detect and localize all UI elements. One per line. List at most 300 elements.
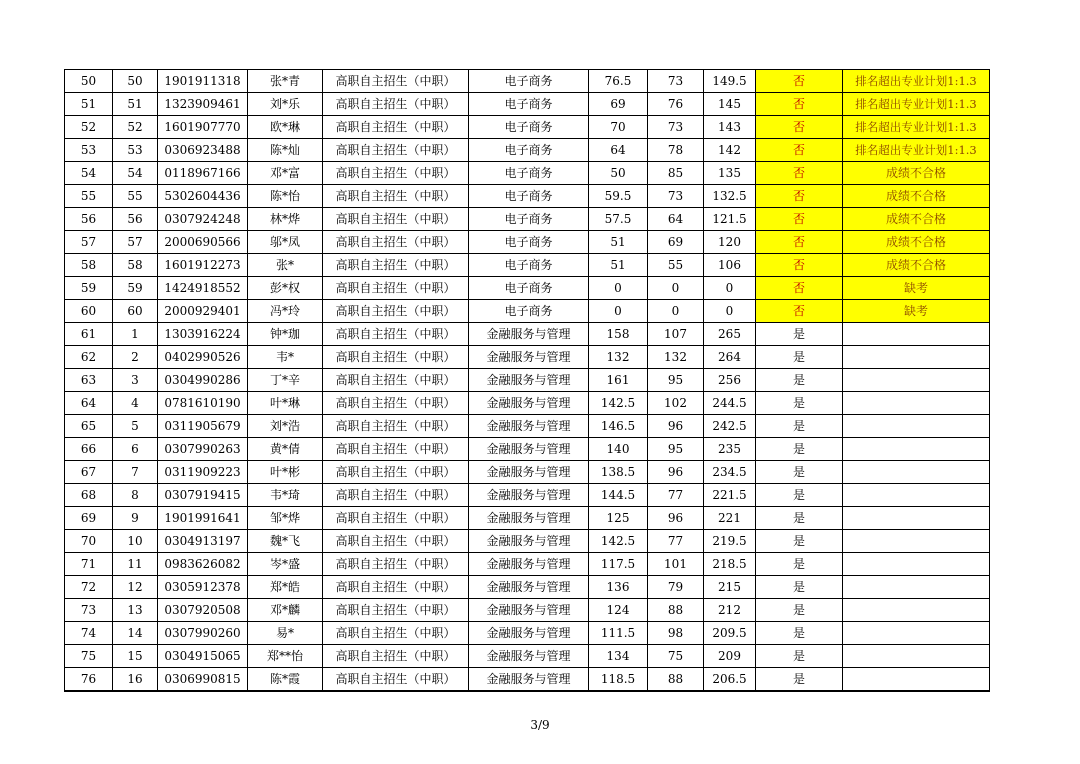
cell-major: 金融服务与管理 [469,668,589,692]
cell-remark: 排名超出专业计划1:1.3 [843,70,990,93]
cell-score-2: 0 [648,277,704,300]
cell-score-1: 64 [589,139,648,162]
cell-admit: 否 [756,70,843,93]
cell-remark [843,622,990,645]
cell-total: 219.5 [704,530,756,553]
cell-admit: 否 [756,116,843,139]
cell-rank: 50 [113,70,158,93]
cell-name: 张* [248,254,323,277]
table-row [65,346,990,369]
cell-score-1: 161 [589,369,648,392]
cell-rank: 52 [113,116,158,139]
cell-score-1: 117.5 [589,553,648,576]
cell-category: 高职自主招生（中职） [323,369,469,392]
cell-score-1: 138.5 [589,461,648,484]
cell-score-2: 102 [648,392,704,415]
cell-remark [843,553,990,576]
cell-name: 欧*琳 [248,116,323,139]
table-row [65,507,990,530]
cell-name: 郑**怡 [248,645,323,668]
cell-remark [843,323,990,346]
cell-major: 电子商务 [469,139,589,162]
cell-total: 106 [704,254,756,277]
cell-remark [843,484,990,507]
cell-score-2: 85 [648,162,704,185]
cell-admit: 是 [756,622,843,645]
table-row [65,323,990,346]
cell-major: 金融服务与管理 [469,530,589,553]
cell-exam-id: 1303916224 [158,323,248,346]
cell-name: 韦*琦 [248,484,323,507]
cell-admit: 是 [756,507,843,530]
cell-remark [843,461,990,484]
cell-score-1: 57.5 [589,208,648,231]
cell-seq: 74 [65,622,113,645]
cell-name: 叶*彬 [248,461,323,484]
cell-remark: 成绩不合格 [843,208,990,231]
cell-seq: 65 [65,415,113,438]
cell-total: 209.5 [704,622,756,645]
table-row [65,70,990,93]
cell-name: 韦* [248,346,323,369]
cell-exam-id: 0402990526 [158,346,248,369]
cell-name: 叶*琳 [248,392,323,415]
cell-category: 高职自主招生（中职） [323,645,469,668]
cell-rank: 15 [113,645,158,668]
cell-total: 209 [704,645,756,668]
cell-major: 电子商务 [469,116,589,139]
cell-score-1: 51 [589,231,648,254]
cell-score-1: 50 [589,162,648,185]
cell-score-2: 107 [648,323,704,346]
table-row [65,415,990,438]
table-row [65,277,990,300]
cell-category: 高职自主招生（中职） [323,162,469,185]
cell-major: 电子商务 [469,185,589,208]
cell-total: 265 [704,323,756,346]
cell-category: 高职自主招生（中职） [323,668,469,692]
cell-name: 刘*浩 [248,415,323,438]
cell-remark [843,530,990,553]
cell-name: 钟*珈 [248,323,323,346]
cell-admit: 否 [756,277,843,300]
cell-score-1: 140 [589,438,648,461]
cell-rank: 6 [113,438,158,461]
cell-rank: 3 [113,369,158,392]
cell-score-2: 75 [648,645,704,668]
cell-admit: 否 [756,93,843,116]
cell-category: 高职自主招生（中职） [323,530,469,553]
cell-rank: 2 [113,346,158,369]
cell-score-2: 0 [648,300,704,323]
cell-exam-id: 1901991641 [158,507,248,530]
cell-rank: 56 [113,208,158,231]
cell-exam-id: 0307990260 [158,622,248,645]
table-row [65,553,990,576]
cell-major: 电子商务 [469,254,589,277]
cell-score-2: 73 [648,70,704,93]
cell-remark: 排名超出专业计划1:1.3 [843,93,990,116]
cell-major: 金融服务与管理 [469,553,589,576]
cell-total: 149.5 [704,70,756,93]
cell-exam-id: 0983626082 [158,553,248,576]
cell-seq: 59 [65,277,113,300]
cell-score-2: 132 [648,346,704,369]
cell-exam-id: 0311909223 [158,461,248,484]
cell-seq: 73 [65,599,113,622]
cell-admit: 是 [756,553,843,576]
cell-seq: 76 [65,668,113,692]
table-body [65,70,990,692]
cell-rank: 57 [113,231,158,254]
table-row [65,438,990,461]
cell-exam-id: 2000929401 [158,300,248,323]
cell-score-2: 88 [648,599,704,622]
results-table [64,69,990,692]
cell-category: 高职自主招生（中职） [323,622,469,645]
table-row [65,162,990,185]
cell-category: 高职自主招生（中职） [323,599,469,622]
table-row [65,231,990,254]
cell-rank: 60 [113,300,158,323]
cell-score-2: 79 [648,576,704,599]
cell-total: 215 [704,576,756,599]
table-row [65,392,990,415]
cell-admit: 否 [756,300,843,323]
cell-category: 高职自主招生（中职） [323,254,469,277]
cell-rank: 9 [113,507,158,530]
cell-total: 221.5 [704,484,756,507]
cell-score-2: 95 [648,369,704,392]
cell-admit: 是 [756,530,843,553]
cell-seq: 67 [65,461,113,484]
cell-rank: 8 [113,484,158,507]
cell-exam-id: 0306990815 [158,668,248,692]
cell-remark: 缺考 [843,277,990,300]
cell-name: 邓*麟 [248,599,323,622]
cell-score-1: 51 [589,254,648,277]
cell-admit: 是 [756,323,843,346]
cell-seq: 60 [65,300,113,323]
cell-seq: 53 [65,139,113,162]
cell-category: 高职自主招生（中职） [323,438,469,461]
cell-score-2: 55 [648,254,704,277]
cell-category: 高职自主招生（中职） [323,139,469,162]
cell-score-1: 144.5 [589,484,648,507]
cell-remark [843,369,990,392]
cell-major: 电子商务 [469,277,589,300]
cell-admit: 否 [756,162,843,185]
cell-remark: 排名超出专业计划1:1.3 [843,139,990,162]
cell-rank: 54 [113,162,158,185]
table-row [65,300,990,323]
cell-name: 陈*霞 [248,668,323,692]
table-row [65,369,990,392]
cell-score-1: 146.5 [589,415,648,438]
cell-seq: 56 [65,208,113,231]
cell-admit: 是 [756,645,843,668]
cell-exam-id: 0304915065 [158,645,248,668]
cell-exam-id: 1601907770 [158,116,248,139]
cell-category: 高职自主招生（中职） [323,277,469,300]
cell-category: 高职自主招生（中职） [323,300,469,323]
cell-remark [843,599,990,622]
cell-major: 金融服务与管理 [469,645,589,668]
cell-admit: 是 [756,392,843,415]
cell-rank: 51 [113,93,158,116]
cell-exam-id: 0118967166 [158,162,248,185]
cell-remark [843,507,990,530]
cell-total: 206.5 [704,668,756,692]
cell-major: 金融服务与管理 [469,576,589,599]
cell-name: 魏*飞 [248,530,323,553]
cell-seq: 55 [65,185,113,208]
cell-score-1: 158 [589,323,648,346]
cell-category: 高职自主招生（中职） [323,415,469,438]
cell-score-2: 96 [648,415,704,438]
cell-seq: 51 [65,93,113,116]
cell-name: 冯*玲 [248,300,323,323]
cell-category: 高职自主招生（中职） [323,323,469,346]
cell-category: 高职自主招生（中职） [323,231,469,254]
cell-name: 岑*盛 [248,553,323,576]
page-number: 3/9 [530,718,550,732]
cell-total: 218.5 [704,553,756,576]
cell-exam-id: 0307990263 [158,438,248,461]
cell-remark: 成绩不合格 [843,185,990,208]
cell-remark: 成绩不合格 [843,254,990,277]
cell-seq: 62 [65,346,113,369]
cell-category: 高职自主招生（中职） [323,461,469,484]
cell-seq: 57 [65,231,113,254]
cell-score-1: 142.5 [589,392,648,415]
cell-exam-id: 0307919415 [158,484,248,507]
cell-total: 244.5 [704,392,756,415]
cell-total: 142 [704,139,756,162]
cell-score-1: 118.5 [589,668,648,692]
table-row [65,645,990,668]
cell-category: 高职自主招生（中职） [323,185,469,208]
cell-total: 221 [704,507,756,530]
cell-name: 刘*乐 [248,93,323,116]
cell-category: 高职自主招生（中职） [323,346,469,369]
cell-total: 121.5 [704,208,756,231]
cell-rank: 13 [113,599,158,622]
cell-remark [843,438,990,461]
cell-major: 金融服务与管理 [469,346,589,369]
cell-rank: 11 [113,553,158,576]
cell-score-1: 124 [589,599,648,622]
cell-exam-id: 1601912273 [158,254,248,277]
cell-score-2: 73 [648,116,704,139]
cell-remark [843,415,990,438]
cell-seq: 70 [65,530,113,553]
cell-name: 陈*怡 [248,185,323,208]
cell-category: 高职自主招生（中职） [323,208,469,231]
table-row [65,622,990,645]
cell-name: 郑*皓 [248,576,323,599]
cell-exam-id: 5302604436 [158,185,248,208]
cell-remark: 排名超出专业计划1:1.3 [843,116,990,139]
cell-exam-id: 1424918552 [158,277,248,300]
cell-score-1: 70 [589,116,648,139]
cell-major: 金融服务与管理 [469,622,589,645]
table-row [65,254,990,277]
table-row [65,599,990,622]
cell-rank: 53 [113,139,158,162]
cell-exam-id: 0305912378 [158,576,248,599]
cell-total: 0 [704,300,756,323]
cell-seq: 66 [65,438,113,461]
cell-major: 电子商务 [469,300,589,323]
cell-remark: 成绩不合格 [843,231,990,254]
cell-score-1: 136 [589,576,648,599]
cell-rank: 1 [113,323,158,346]
cell-rank: 16 [113,668,158,692]
cell-category: 高职自主招生（中职） [323,553,469,576]
cell-seq: 52 [65,116,113,139]
cell-rank: 59 [113,277,158,300]
cell-major: 电子商务 [469,162,589,185]
cell-score-1: 0 [589,300,648,323]
cell-seq: 63 [65,369,113,392]
cell-admit: 是 [756,668,843,692]
cell-remark [843,392,990,415]
cell-seq: 71 [65,553,113,576]
cell-major: 电子商务 [469,208,589,231]
cell-admit: 是 [756,346,843,369]
cell-admit: 否 [756,185,843,208]
cell-exam-id: 1323909461 [158,93,248,116]
cell-admit: 是 [756,484,843,507]
cell-score-2: 77 [648,484,704,507]
cell-name: 邬*凤 [248,231,323,254]
cell-score-2: 69 [648,231,704,254]
cell-score-1: 0 [589,277,648,300]
cell-score-1: 142.5 [589,530,648,553]
table-row [65,208,990,231]
cell-seq: 54 [65,162,113,185]
cell-category: 高职自主招生（中职） [323,484,469,507]
cell-exam-id: 0311905679 [158,415,248,438]
cell-name: 彭*权 [248,277,323,300]
cell-name: 林*烨 [248,208,323,231]
cell-total: 145 [704,93,756,116]
cell-seq: 75 [65,645,113,668]
cell-category: 高职自主招生（中职） [323,507,469,530]
cell-rank: 4 [113,392,158,415]
cell-exam-id: 0306923488 [158,139,248,162]
cell-remark: 成绩不合格 [843,162,990,185]
cell-total: 143 [704,116,756,139]
cell-exam-id: 0304913197 [158,530,248,553]
cell-score-2: 101 [648,553,704,576]
cell-total: 212 [704,599,756,622]
cell-exam-id: 1901911318 [158,70,248,93]
cell-total: 264 [704,346,756,369]
cell-name: 张*青 [248,70,323,93]
cell-exam-id: 0307924248 [158,208,248,231]
table-row [65,530,990,553]
cell-name: 丁*辛 [248,369,323,392]
cell-admit: 是 [756,415,843,438]
cell-total: 234.5 [704,461,756,484]
cell-major: 金融服务与管理 [469,369,589,392]
cell-total: 135 [704,162,756,185]
table-row [65,461,990,484]
cell-score-2: 95 [648,438,704,461]
table-row [65,185,990,208]
cell-major: 金融服务与管理 [469,461,589,484]
cell-rank: 10 [113,530,158,553]
cell-name: 陈*灿 [248,139,323,162]
cell-admit: 否 [756,231,843,254]
cell-total: 0 [704,277,756,300]
cell-major: 金融服务与管理 [469,392,589,415]
cell-remark [843,645,990,668]
cell-major: 电子商务 [469,93,589,116]
cell-name: 易* [248,622,323,645]
cell-admit: 否 [756,208,843,231]
cell-major: 金融服务与管理 [469,599,589,622]
cell-category: 高职自主招生（中职） [323,93,469,116]
cell-admit: 是 [756,369,843,392]
cell-admit: 否 [756,139,843,162]
cell-rank: 14 [113,622,158,645]
cell-category: 高职自主招生（中职） [323,392,469,415]
table-row [65,139,990,162]
cell-total: 235 [704,438,756,461]
cell-seq: 68 [65,484,113,507]
cell-rank: 58 [113,254,158,277]
cell-exam-id: 2000690566 [158,231,248,254]
cell-remark [843,576,990,599]
cell-seq: 61 [65,323,113,346]
cell-score-1: 111.5 [589,622,648,645]
cell-seq: 50 [65,70,113,93]
cell-score-1: 132 [589,346,648,369]
table-row [65,93,990,116]
cell-remark [843,668,990,692]
cell-admit: 是 [756,461,843,484]
cell-admit: 是 [756,599,843,622]
cell-exam-id: 0304990286 [158,369,248,392]
table-row [65,668,990,692]
cell-score-2: 76 [648,93,704,116]
cell-admit: 是 [756,438,843,461]
cell-category: 高职自主招生（中职） [323,70,469,93]
cell-remark [843,346,990,369]
cell-name: 黄*倩 [248,438,323,461]
cell-score-1: 134 [589,645,648,668]
cell-major: 金融服务与管理 [469,484,589,507]
cell-total: 256 [704,369,756,392]
cell-score-2: 77 [648,530,704,553]
cell-major: 金融服务与管理 [469,323,589,346]
table-row [65,484,990,507]
cell-score-1: 69 [589,93,648,116]
cell-score-2: 73 [648,185,704,208]
cell-major: 金融服务与管理 [469,507,589,530]
cell-score-1: 76.5 [589,70,648,93]
cell-name: 邓*富 [248,162,323,185]
cell-admit: 否 [756,254,843,277]
cell-category: 高职自主招生（中职） [323,116,469,139]
cell-score-2: 96 [648,461,704,484]
cell-score-2: 98 [648,622,704,645]
cell-total: 120 [704,231,756,254]
cell-seq: 58 [65,254,113,277]
